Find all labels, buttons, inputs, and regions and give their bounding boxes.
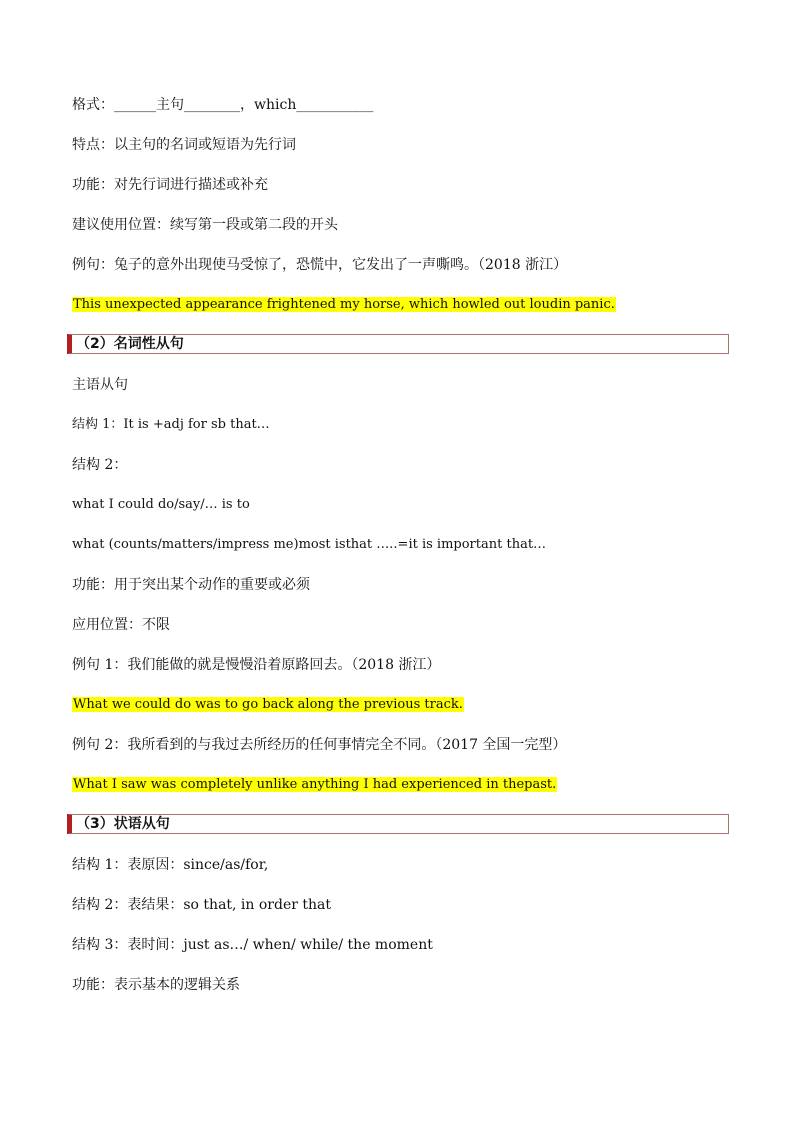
structure2-line: 结构 2： (72, 457, 128, 473)
example1-cn-line: 例句 1：我们能做的就是慢慢沿着原路回去。（2018 浙江） (72, 657, 441, 673)
section-heading-noun-clause: （2）名词性从句 (67, 334, 729, 354)
format-line: 格式：______主句________，which___________ (72, 97, 374, 113)
example2-cn-line: 例句 2：我所看到的与我过去所经历的任何事情完全不同。（2017 全国一完型） (72, 737, 567, 753)
function-line: 功能：对先行词进行描述或补充 (72, 177, 268, 193)
structure1-line-3: 结构 1：表原因：since/as/for, (72, 857, 269, 873)
function-line-3: 功能：表示基本的逻辑关系 (72, 977, 240, 993)
highlighted-example-1: What we could do was to go back along the previous track. (73, 697, 463, 712)
function-line-2: 功能：用于突出某个动作的重要或必须 (72, 577, 310, 593)
example-cn-line: 例句：兔子的意外出现使马受惊了，恐慌中，它发出了一声嘶鸣。（2018 浙江） (72, 257, 568, 273)
highlighted-example-2: What I saw was completely unlike anything I had experienced in thepast. (73, 777, 557, 792)
pattern2-line: what (counts/matters/impress me)most isthat …..=it is important that… (72, 537, 547, 552)
position-line-2: 应用位置：不限 (72, 617, 170, 633)
features-line: 特点：以主句的名词或短语为先行词 (72, 137, 296, 153)
structure1-line: 结构 1：It is +adj for sb that… (72, 417, 270, 432)
highlighted-example: This unexpected appearance frightened my horse, which howled out loudin panic. (73, 297, 615, 312)
subject-clause-label: 主语从句 (72, 377, 128, 393)
example2-en-line (72, 776, 557, 794)
example1-en-line (72, 696, 464, 714)
section-heading-adverbial-clause: （3）状语从句 (67, 814, 729, 834)
pattern1-line: what I could do/say/… is to (72, 497, 250, 512)
structure2-line-3: 结构 2：表结果：so that, in order that (72, 897, 332, 913)
structure3-line-3: 结构 3：表时间：just as…/ when/ while/ the moment (72, 937, 433, 953)
example-en-line (72, 296, 616, 314)
position-line: 建议使用位置：续写第一段或第二段的开头 (72, 217, 338, 233)
